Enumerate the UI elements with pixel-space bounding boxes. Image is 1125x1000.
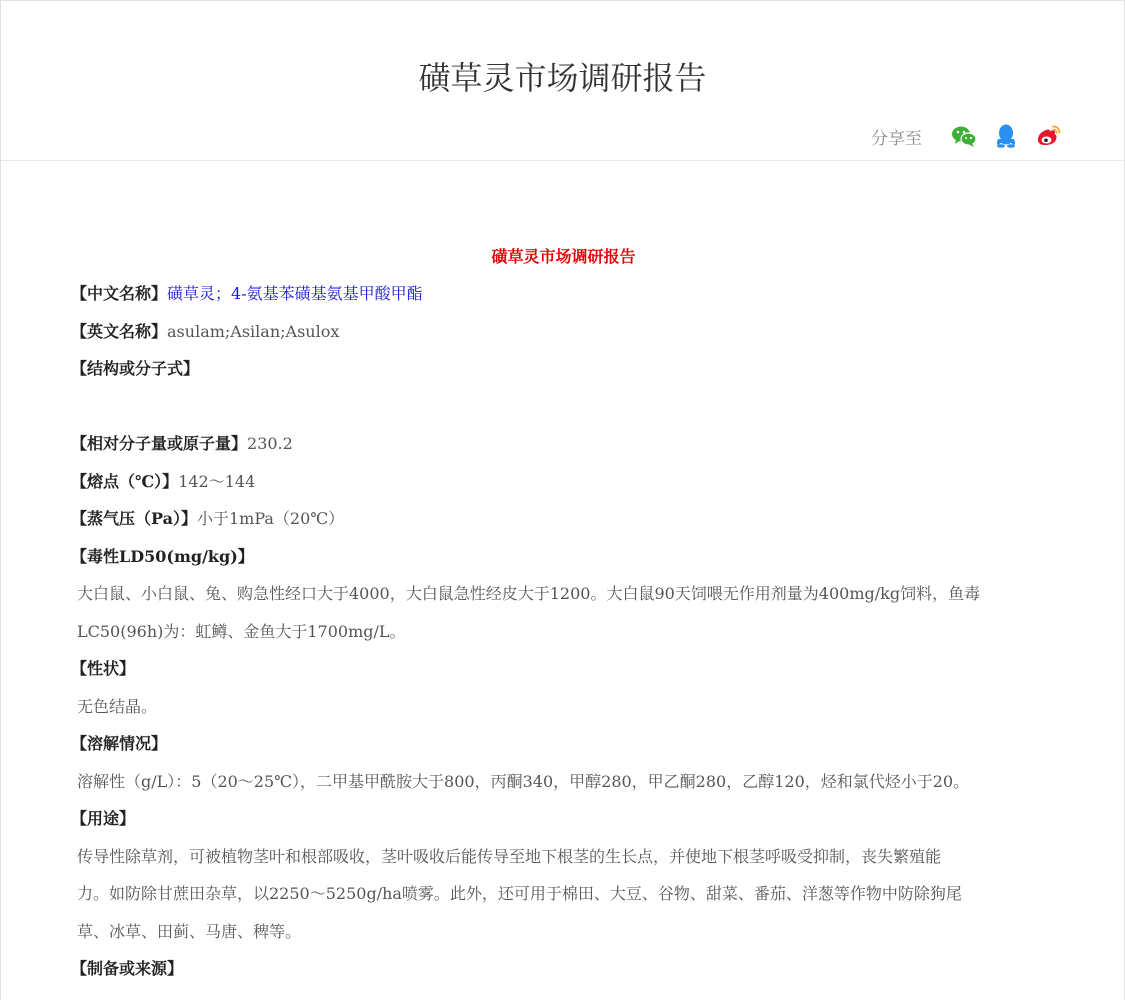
toxicity-line: LC50(96h)为：虹鳟、金鱼大于1700mg/L。 xyxy=(77,621,406,641)
en-name-row xyxy=(71,313,1056,351)
solubility-label: 【溶解情况】 xyxy=(71,734,168,753)
article-title: 磺草灵市场调研报告 xyxy=(491,247,636,266)
solubility-text: 溶解性（g/L）：5（20～25℃），二甲基甲酰胺大于800，丙酮340，甲醇280，甲乙酮280，乙醇120，烃和氯代烃小于20。 xyxy=(77,771,970,791)
toxicity-label: 【毒性LD50(mg/kg)】 xyxy=(71,546,254,566)
cn-name-label: 【中文名称】 xyxy=(71,284,168,303)
vapor-pressure-row xyxy=(71,500,1056,538)
qq-icon[interactable] xyxy=(992,122,1020,150)
appearance-text: 无色结晶。 xyxy=(77,696,158,716)
cn-name-value: 磺草灵；4-氨基苯磺基氨基甲酸甲酯 xyxy=(167,284,423,303)
wechat-icon[interactable] xyxy=(950,122,978,150)
weibo-icon[interactable] xyxy=(1034,122,1062,150)
page-header xyxy=(1,1,1124,161)
article-body xyxy=(71,239,1056,988)
appearance-label: 【性状】 xyxy=(71,659,136,678)
toxicity-line: 大白鼠、小白鼠、兔、购急性经口大于4000，大白鼠急性经皮大于1200。大白鼠90天饲喂无作用剂量为400mg/kg饲料，鱼毒 xyxy=(77,584,981,603)
usage-line: 传导性除草剂，可被植物茎叶和根部吸收，茎叶吸收后能传导至地下根茎的生长点，并使地下根茎呼吸受抑制，丧失繁殖能 xyxy=(77,846,942,866)
preparation-label: 【制备或来源】 xyxy=(71,959,184,978)
appearance-row xyxy=(71,650,1056,688)
usage-label: 【用途】 xyxy=(71,809,136,828)
en-name-value: asulam;Asilan;Asulox xyxy=(167,321,340,341)
melting-point-value: 142～144 xyxy=(178,471,256,491)
usage-row xyxy=(71,800,1056,838)
en-name-label: 【英文名称】 xyxy=(71,321,168,341)
share-bar xyxy=(871,121,1062,151)
melting-point-row xyxy=(71,463,1056,501)
molecular-weight-label: 【相对分子量或原子量】 xyxy=(71,434,248,453)
structure-label: 【结构或分子式】 xyxy=(71,359,200,378)
toxicity-row xyxy=(71,538,1056,576)
share-label: 分享至 xyxy=(871,128,922,149)
vapor-pressure-value: 小于1mPa（20℃） xyxy=(196,509,345,528)
solubility-row xyxy=(71,725,1056,763)
preparation-row xyxy=(71,950,1056,988)
melting-point-label: 【熔点（℃）】 xyxy=(71,471,179,491)
usage-line: 草、冰草、田蓟、马唐、稗等。 xyxy=(77,921,302,941)
structure-row xyxy=(71,350,1056,388)
toxicity-text xyxy=(71,575,1056,650)
page-title: 磺草灵市场调研报告 xyxy=(418,59,707,97)
molecular-weight-row xyxy=(71,425,1056,463)
structure-placeholder xyxy=(71,388,1056,426)
vapor-pressure-label: 【蒸气压（Pa）】 xyxy=(71,509,197,528)
molecular-weight-value: 230.2 xyxy=(247,434,293,453)
cn-name-row xyxy=(71,275,1056,313)
usage-text xyxy=(71,838,1056,951)
usage-line: 力。如防除甘蔗田杂草，以2250～5250g/ha喷雾。此外，还可用于棉田、大豆、谷物、甜菜、番茄、洋葱等作物中防除狗尾 xyxy=(77,884,962,903)
